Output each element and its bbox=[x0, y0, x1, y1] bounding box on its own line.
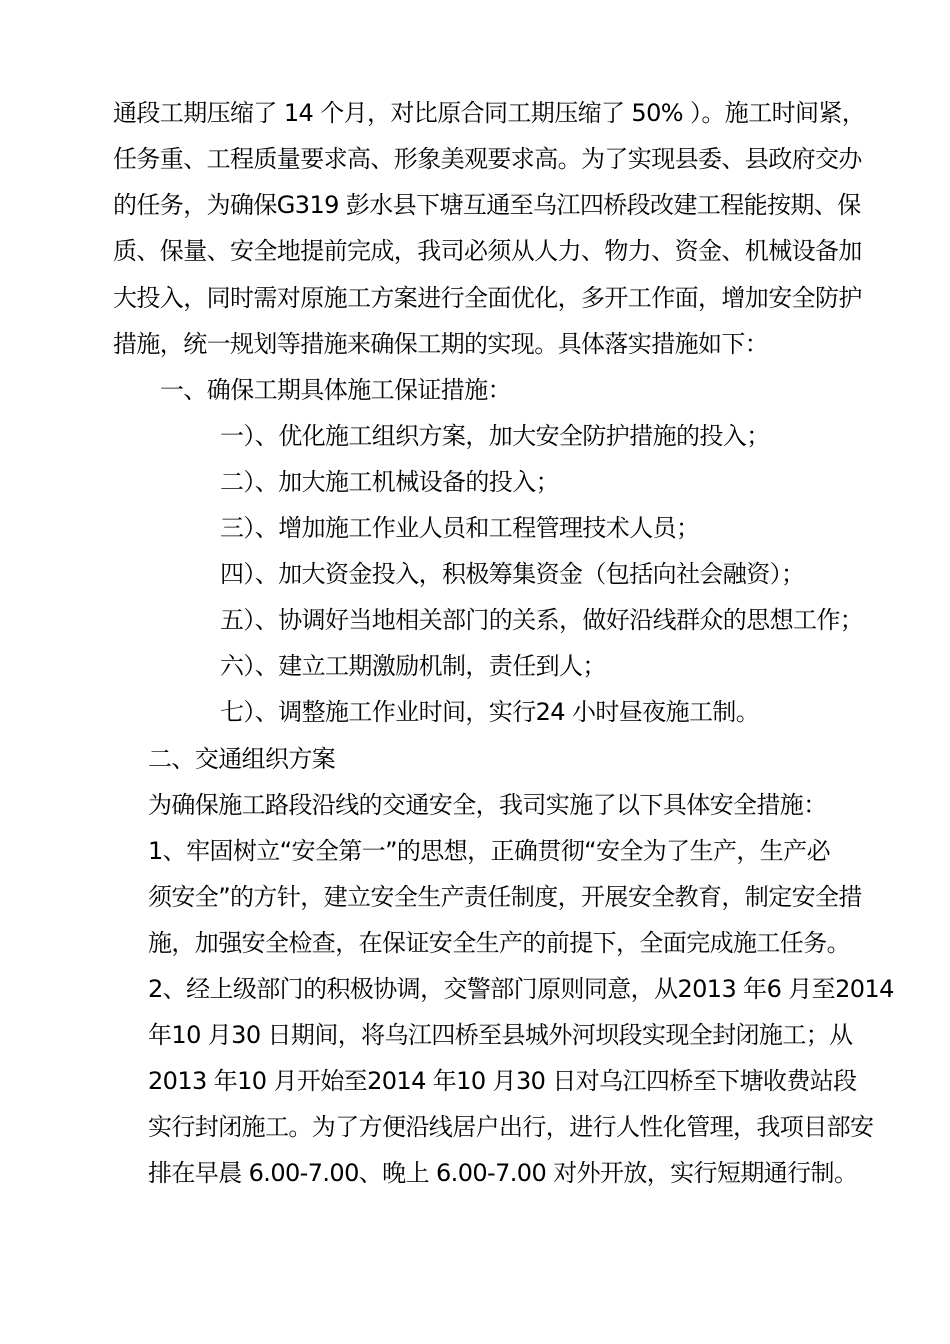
section-1-item-1: 一）、优化施工组织方案，加大安全防护措施的投入； bbox=[220, 422, 770, 450]
intro-line-4: 质、保量、安全地提前完成，我司必须从人力、物力、资金、机械设备加 bbox=[113, 237, 862, 265]
measure-2-line-4: 实行封闭施工。为了方便沿线居户出行，进行人性化管理，我项目部安 bbox=[148, 1113, 874, 1141]
measure-1-line-2: 须安全”的方针，建立安全生产责任制度，开展安全教育，制定安全措 bbox=[148, 883, 862, 911]
measure-2-line-5: 排在早晨 6.00-7.00、晚上 6.00-7.00 对外开放，实行短期通行制。 bbox=[148, 1159, 858, 1187]
measure-2-line-3: 2013 年10 月开始至2014 年10 月30 日对乌江四桥至下塘收费站段 bbox=[148, 1067, 857, 1095]
measure-2-line-2: 年10 月30 日期间，将乌江四桥至县城外河坝段实现全封闭施工；从 bbox=[148, 1021, 853, 1049]
section-2-intro: 为确保施工路段沿线的交通安全，我司实施了以下具体安全措施： bbox=[148, 791, 827, 819]
section-1-item-4: 四）、加大资金投入，积极筹集资金（包括向社会融资）； bbox=[220, 560, 805, 588]
section-1-heading: 一、确保工期具体施工保证措施： bbox=[160, 376, 511, 404]
section-2-heading: 二、交通组织方案 bbox=[148, 745, 336, 773]
intro-line-6: 措施，统一规划等措施来确保工期的实现。具体落实措施如下： bbox=[113, 330, 769, 358]
section-1-item-7: 七）、调整施工作业时间，实行24 小时昼夜施工制。 bbox=[220, 698, 760, 726]
section-1-item-5: 五）、协调好当地相关部门的关系，做好沿线群众的思想工作； bbox=[220, 606, 864, 634]
measure-2-line-1: 2、经上级部门的积极协调，交警部门原则同意，从2013 年6 月至2014 bbox=[148, 975, 894, 1003]
section-1-item-2: 二）、加大施工机械设备的投入； bbox=[220, 468, 559, 496]
section-1-item-3: 三）、增加施工作业人员和工程管理技术人员； bbox=[220, 514, 700, 542]
intro-line-1: 通段工期压缩了 14 个月，对比原合同工期压缩了 50% ）。施工时间紧， bbox=[113, 99, 866, 127]
intro-line-5: 大投入，同时需对原施工方案进行全面优化，多开工作面，增加安全防护 bbox=[113, 284, 862, 312]
measure-1-line-3: 施，加强安全检查，在保证安全生产的前提下，全面完成施工任务。 bbox=[148, 929, 850, 957]
intro-line-2: 任务重、工程质量要求高、形象美观要求高。为了实现县委、县政府交办 bbox=[113, 145, 862, 173]
measure-1-line-1: 1、牢固树立“安全第一”的思想，正确贯彻“安全为了生产，生产必 bbox=[148, 837, 830, 865]
intro-line-3: 的任务，为确保G319 彭水县下塘互通至乌江四桥段改建工程能按期、保 bbox=[113, 191, 861, 219]
section-1-item-6: 六）、建立工期激励机制，责任到人； bbox=[220, 652, 606, 680]
